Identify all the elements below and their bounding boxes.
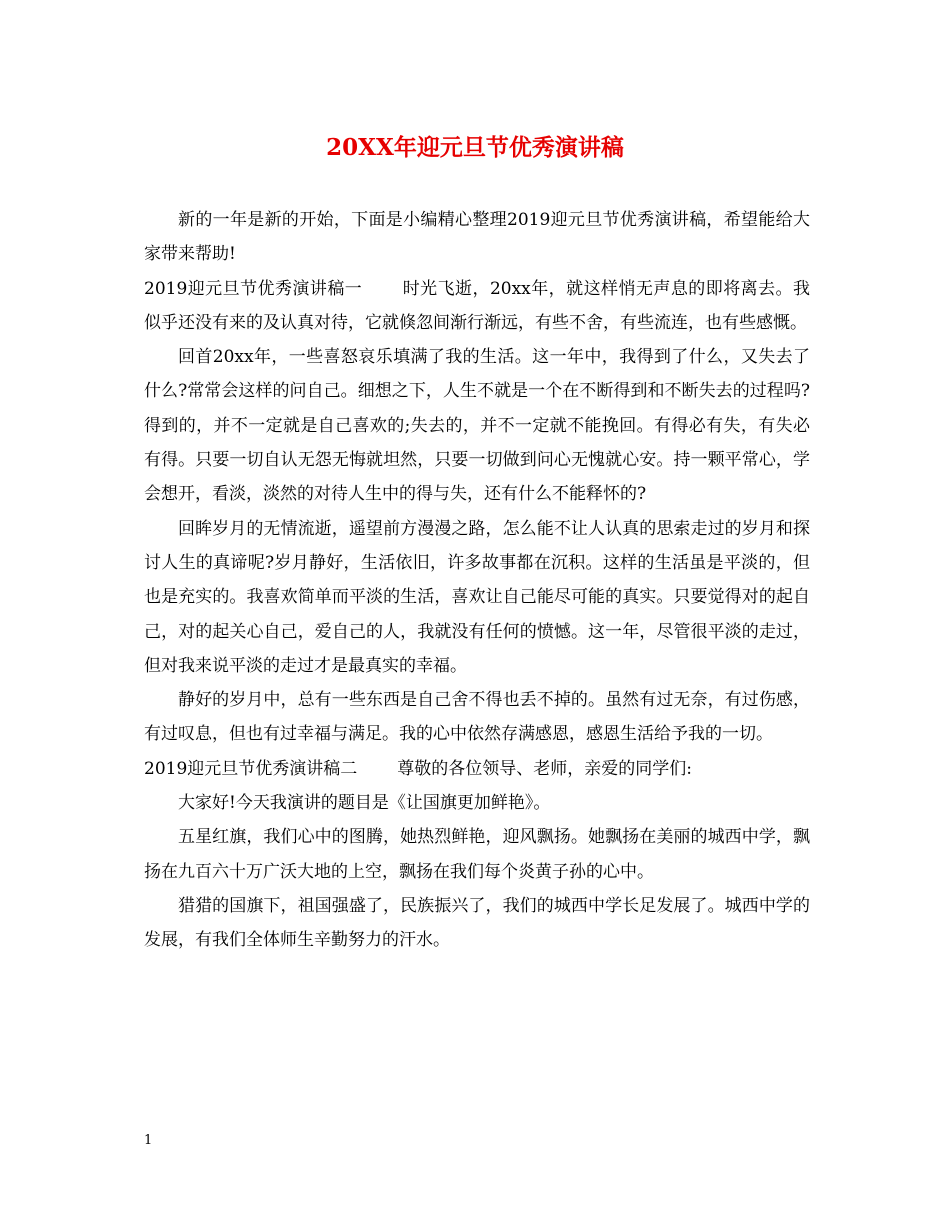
speech-1-paragraph: 静好的岁月中，总有一些东西是自己舍不得也丢不掉的。虽然有过无奈，有过伤感，有过叹息，但也有过幸福与满足。我的心中依然存满感恩，感恩生活给予我的一切。 <box>144 690 810 745</box>
intro-paragraph: 新的一年是新的开始，下面是小编精心整理2019迎元旦节优秀演讲稿，希望能给大家带来帮助! <box>144 210 810 265</box>
speech-1-heading-line <box>144 272 810 341</box>
speech-2-heading: 2019迎元旦节优秀演讲稿二 <box>144 758 358 779</box>
speech-2-paragraph: 五星红旗，我们心中的图腾，她热烈鲜艳，迎风飘扬。她飘扬在美丽的城西中学，飘扬在九百六十万广沃大地的上空，飘扬在我们每个炎黄子孙的心中。 <box>144 827 810 882</box>
speech-1-opening: 时光飞逝，20xx年，就这样悄无声息的即将离去。我似乎还没有来的及认真对待，它就倏忽间渐行渐远，有些不舍，有些流连，也有些感慨。 <box>144 278 811 333</box>
document-body <box>144 203 810 958</box>
speech-2-heading-line <box>144 752 810 786</box>
speech-2-paragraph: 猎猎的国旗下，祖国强盛了，民族振兴了，我们的城西中学长足发展了。城西中学的发展，有我们全体师生辛勤努力的汗水。 <box>144 895 810 951</box>
speech-2-paragraph: 大家好!今天我演讲的题目是《让国旗更加鲜艳》。 <box>178 793 551 814</box>
speech-1-paragraph: 回眸岁月的无情流逝，遥望前方漫漫之路，怎么能不让人认真的思索走过的岁月和探讨人生的真谛呢?岁月静好，生活依旧，许多故事都在沉积。这样的生活虽是平淡的，但也是充实的。我喜欢简单而平淡的生活，喜欢让自己能尽可能的真实。只要觉得对的起自己，对的起关心自己，爱自己的人，我就没有任何的愤憾。这一年，尽管很平淡的走过，但对我来说平淡的走过才是最真实的幸福。 <box>144 518 810 676</box>
page-number: 1 <box>144 1133 153 1148</box>
speech-1-paragraph: 回首20xx年，一些喜怒哀乐填满了我的生活。这一年中，我得到了什么，又失去了什么?常常会这样的问自己。细想之下，人生不就是一个在不断得到和不断失去的过程吗?得到的，并不一定就是自己喜欢的;失去的，并不一定就不能挽回。有得必有失，有失必有得。只要一切自认无怨无悔就坦然，只要一切做到问心无愧就心安。持一颗平常心，学会想开，看淡，淡然的对待人生中的得与失，还有什么不能释怀的? <box>144 347 810 505</box>
document-title: 20XX年迎元旦节优秀演讲稿 <box>326 134 624 161</box>
speech-2-opening: 尊敬的各位领导、老师，亲爱的同学们: <box>397 758 692 779</box>
speech-1-heading: 2019迎元旦节优秀演讲稿一 <box>144 278 363 299</box>
